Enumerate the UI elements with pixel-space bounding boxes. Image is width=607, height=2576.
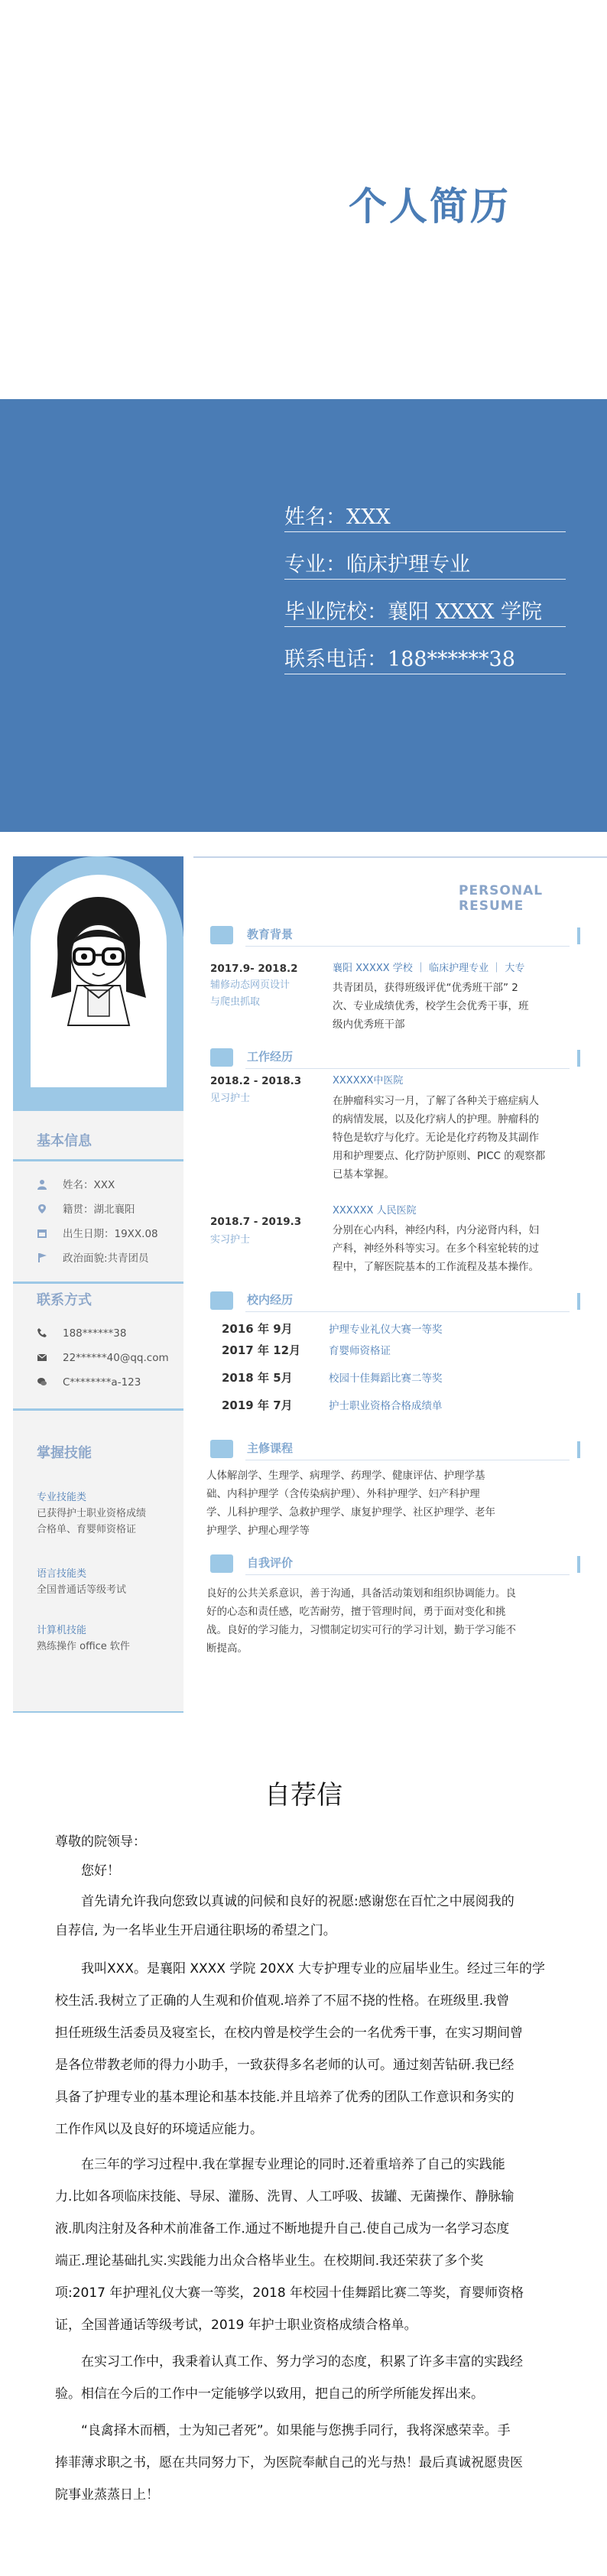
education-major: 临床护理专业: [429, 963, 489, 974]
letter-line: 工作作风以及良好的环境适应能力。: [55, 2122, 263, 2137]
basic-info-value: 出生日期：19XX.08: [63, 1228, 158, 1240]
courses-line: 础、内科护理学（含传染病护理）、外科护理学、妇产科护理: [206, 1488, 480, 1500]
skill-group-line: 全国普通话等级考试: [37, 1584, 127, 1596]
letter-line: 力.比如各项临床技能、导尿、灌肠、洗胃、人工呼吸、拔罐、无菌操作、静脉输: [55, 2189, 514, 2204]
courses-line: 护理学、护理心理学等: [206, 1525, 310, 1537]
header-rule: [193, 856, 607, 858]
work-desc: [333, 1221, 585, 1276]
section-work: [210, 1046, 585, 1069]
cover-field-label: 联系电话：: [284, 648, 388, 671]
flag-icon: [37, 1252, 47, 1263]
campus-event: 育婴师资格证: [329, 1345, 391, 1357]
education-school-line: 襄阳 XXXXX 学校 ｜ 临床护理专业 ｜ 大专: [333, 963, 525, 974]
self-eval-line: 好的心态和责任感，吃苦耐劳，擅于管理时间，勇于面对变化和挑: [206, 1606, 506, 1618]
section-marker: [577, 927, 580, 944]
self-eval-line: 战。良好的学习能力，习惯制定切实可行的学习计划，勤于学习能不: [206, 1624, 516, 1636]
work-org: XXXXXX 人民医院: [333, 1205, 417, 1217]
work-desc-line: 产科，神经外科等实习。在多个科室轮转的过: [333, 1243, 539, 1255]
cover-field-value: XXX: [346, 505, 391, 529]
basic-info-value: 籍贯：湖北襄阳: [63, 1204, 135, 1216]
section-title: 教育背景: [247, 927, 294, 941]
self-eval-line: 良好的公共关系意识，善于沟通，具备活动策划和组织协调能力。良: [206, 1587, 516, 1600]
contact-title: 联系方式: [37, 1292, 92, 1308]
letter-line: 液.肌肉注射及各种术前准备工作.通过不断地提升自己.使自己成为一名学习态度: [55, 2221, 510, 2237]
work-role: 见习护士: [210, 1093, 251, 1104]
basic-info-hometown: [37, 1200, 135, 1216]
letter-line: 校生活.我树立了正确的人生观和价值观.培养了不屈不挠的性格。在班级里.我曾: [55, 1993, 510, 2009]
calendar-icon: [37, 1228, 47, 1239]
letter-line: 自荐信, 为一名毕业生开启通往职场的希望之门。: [55, 1923, 336, 1938]
education-desc-line: 共青团员，获得班级评优“优秀班干部” 2: [333, 982, 518, 994]
section-courses: [210, 1437, 585, 1460]
skill-group: [37, 1623, 130, 1655]
skill-group-line: 熟练操作 office 软件: [37, 1641, 130, 1652]
section-title: 自我评价: [247, 1556, 294, 1570]
campus-event: 护理专业礼仪大赛一等奖: [329, 1324, 443, 1336]
book-icon: [210, 1440, 233, 1458]
skill-group-label: 计算机技能: [37, 1625, 87, 1636]
section-marker: [577, 1050, 580, 1067]
basic-info-birth: [37, 1225, 158, 1240]
cover-title: 个人简历: [349, 184, 511, 229]
chat-icon: [37, 1376, 47, 1387]
letter-line: 您好！: [81, 1863, 120, 1879]
contact-value: 22******40@qq.com: [63, 1352, 169, 1364]
cover-field-value: 188******38: [388, 648, 515, 671]
skills-title: 掌握技能: [37, 1445, 92, 1461]
section-rule: [245, 1574, 570, 1575]
section-title: 工作经历: [247, 1050, 294, 1064]
letter-line: 验。相信在今后的工作中一定能够学以致用，把自己的所学所能发挥出来。: [55, 2386, 484, 2402]
skill-group-line: 已获得护士职业资格成绩: [37, 1508, 147, 1519]
education-degree: 大专: [505, 963, 525, 974]
section-marker: [577, 1556, 580, 1573]
self-eval-line: 断提高。: [206, 1642, 248, 1655]
work-org: XXXXXX中医院: [333, 1075, 404, 1087]
basic-info-value: 姓名：XXX: [63, 1179, 115, 1191]
cover-info-band: [0, 399, 607, 832]
section-divider: [13, 1159, 183, 1161]
education-note: [210, 977, 290, 1011]
work-desc-line: 分别在心内科，神经内科，内分泌肾内科，妇: [333, 1224, 539, 1236]
section-title: 校内经历: [247, 1293, 294, 1307]
campus-dates: [222, 1318, 300, 1416]
letter-line: 院事业蒸蒸日上！: [55, 2487, 159, 2503]
section-rule: [245, 946, 570, 947]
campus-event: 护士职业资格合格成绩单: [329, 1400, 443, 1412]
section-divider: [13, 1711, 183, 1713]
phone-icon: [37, 1327, 47, 1338]
work-desc-line: 在肿瘤科实习一月，了解了各种关于癌症病人: [333, 1095, 539, 1107]
education-period: 2017.9- 2018.2: [210, 963, 298, 975]
work-desc-line: 的病情发展，以及化疗病人的护理。肿瘤科的: [333, 1113, 539, 1126]
contact-value: C********a-123: [63, 1376, 141, 1389]
cover-field-name: [284, 491, 566, 532]
letter-line: 捧菲薄求职之书，愿在共同努力下，为医院奉献自己的光与热！最后真诚祝愿贵医: [55, 2455, 523, 2470]
section-rule: [245, 1068, 570, 1069]
letter-line: 端正.理论基础扎实.实践能力出众合格毕业生。在校期间.我还荣获了多个奖: [55, 2253, 484, 2269]
letter-line: 证，全国普通话等级考试，2019 年护士职业资格成绩合格单。: [55, 2318, 417, 2333]
education-note-line: 与爬虫抓取: [210, 996, 261, 1008]
education-school: 襄阳 XXXXX 学校: [333, 963, 413, 974]
work-role: 实习护士: [210, 1234, 251, 1246]
letter-line: 首先请允许我向您致以真诚的问候和良好的祝愿:感谢您在百忙之中展阅我的: [81, 1894, 514, 1909]
contact-phone: [37, 1327, 126, 1340]
section-divider: [13, 1282, 183, 1284]
education-desc: [333, 979, 585, 1034]
avatar: [48, 891, 149, 1036]
contact-wechat: [37, 1376, 141, 1389]
letter-line: 我叫XXX。是襄阳 XXXX 学院 20XX 大专护理专业的应届毕业生。经过三年的学: [81, 1961, 546, 1977]
section-self-eval: [210, 1552, 585, 1575]
skill-group-label: 专业技能类: [37, 1492, 87, 1503]
section-marker: [577, 1293, 580, 1310]
photo-frame-base: [13, 1090, 183, 1111]
education-desc-line: 次、专业成绩优秀，校学生会优秀干事，班: [333, 1000, 529, 1012]
cover-field-school: [284, 586, 566, 627]
campus-date: 2018 年 5月: [222, 1371, 293, 1385]
section-education: [210, 924, 585, 947]
location-icon: [37, 1204, 47, 1214]
self-eval-text: [206, 1584, 581, 1658]
letter-line: 具备了护理专业的基本理论和基本技能.并且培养了优秀的团队工作意识和务实的: [55, 2090, 514, 2105]
courses-text: [206, 1467, 581, 1540]
work-period: 2018.7 - 2019.3: [210, 1216, 302, 1228]
cover-field-value: 临床护理专业: [346, 553, 470, 577]
section-rule: [245, 1311, 570, 1312]
cover-field-major: [284, 538, 566, 580]
resume-page: [0, 856, 607, 1713]
letter-line: 尊敬的院领导：: [55, 1834, 146, 1850]
skill-group-label: 语言技能类: [37, 1568, 87, 1580]
campus-events: [329, 1319, 443, 1417]
campus-date: 2016 年 9月: [222, 1322, 293, 1336]
resume-header-label: PERSONAL RESUME: [459, 883, 544, 914]
letter-line: 是各位带教老师的得力小助手，一致获得多名老师的认可。通过刻苦钻研.我已经: [55, 2058, 514, 2073]
letter-line: 在三年的学习过程中.我在掌握专业理论的同时.还着重培养了自己的实践能: [81, 2157, 505, 2172]
letter-title: 自荐信: [265, 1780, 342, 1811]
letter-line: 担任班级生活委员及寝室长，在校内曾是校学生会的一名优秀干事，在实习期间曾: [55, 2025, 523, 2041]
work-period: 2018.2 - 2018.3: [210, 1075, 302, 1087]
work-desc: [333, 1092, 585, 1184]
campus-date: 2017 年 12月: [222, 1343, 301, 1357]
education-icon: [210, 926, 233, 944]
campus-event: 校园十佳舞蹈比赛二等奖: [329, 1372, 443, 1385]
chat-bubble-icon: [210, 1554, 233, 1573]
person-icon: [37, 1179, 47, 1190]
basic-info-value: 政治面貌:共青团员: [63, 1252, 149, 1265]
skill-group: [37, 1566, 126, 1598]
work-desc-line: 已基本掌握。: [333, 1168, 394, 1181]
cover-field-label: 专业：: [284, 553, 346, 577]
work-desc-line: 程中，了解医院基本的工作流程及基本操作。: [333, 1261, 539, 1273]
letter-line: 在实习工作中，我秉着认真工作、努力学习的态度，积累了许多丰富的实践经: [81, 2354, 523, 2370]
work-desc-line: 用和护理要点、化疗防护原则、PICC 的观察都: [333, 1150, 546, 1162]
education-note-line: 辅修动态网页设计: [210, 979, 291, 991]
basic-info-politics: [37, 1249, 149, 1265]
cover-field-label: 毕业院校：: [284, 600, 388, 624]
section-divider: [13, 1408, 183, 1411]
briefcase-icon: [210, 1048, 233, 1067]
basic-info-title: 基本信息: [37, 1133, 92, 1149]
courses-line: 学、儿科护理学、急救护理学、康复护理学、社区护理学、老年: [206, 1506, 495, 1519]
campus-date: 2019 年 7月: [222, 1398, 293, 1412]
cover-field-phone: [284, 633, 566, 674]
contact-value: 188******38: [63, 1327, 127, 1340]
letter-line: “良禽择木而栖，士为知己者死”。如果能与您携手同行，我将深感荣幸。手: [81, 2423, 511, 2438]
cover-field-value: 襄阳 XXXX 学院: [388, 600, 543, 624]
work-desc-line: 特色是软疗与化疗。无论是化疗药物及其副作: [333, 1132, 539, 1144]
cover-field-label: 姓名：: [284, 505, 346, 529]
mail-icon: [37, 1352, 47, 1363]
section-marker: [577, 1441, 580, 1458]
contact-email: [37, 1352, 169, 1364]
section-title: 主修课程: [247, 1441, 294, 1455]
letter-line: 项:2017 年护理礼仪大赛一等奖，2018 年校园十佳舞蹈比赛二等奖，育婴师资格: [55, 2285, 524, 2301]
courses-line: 人体解剖学、生理学、病理学、药理学、健康评估、护理学基: [206, 1470, 485, 1482]
education-desc-line: 级内优秀班干部: [333, 1018, 405, 1031]
skill-group: [37, 1489, 146, 1538]
section-campus: [210, 1289, 585, 1312]
campus-icon: [210, 1291, 233, 1310]
basic-info-name: [37, 1176, 115, 1191]
skill-group-line: 合格单、育婴师资格证: [37, 1524, 137, 1535]
